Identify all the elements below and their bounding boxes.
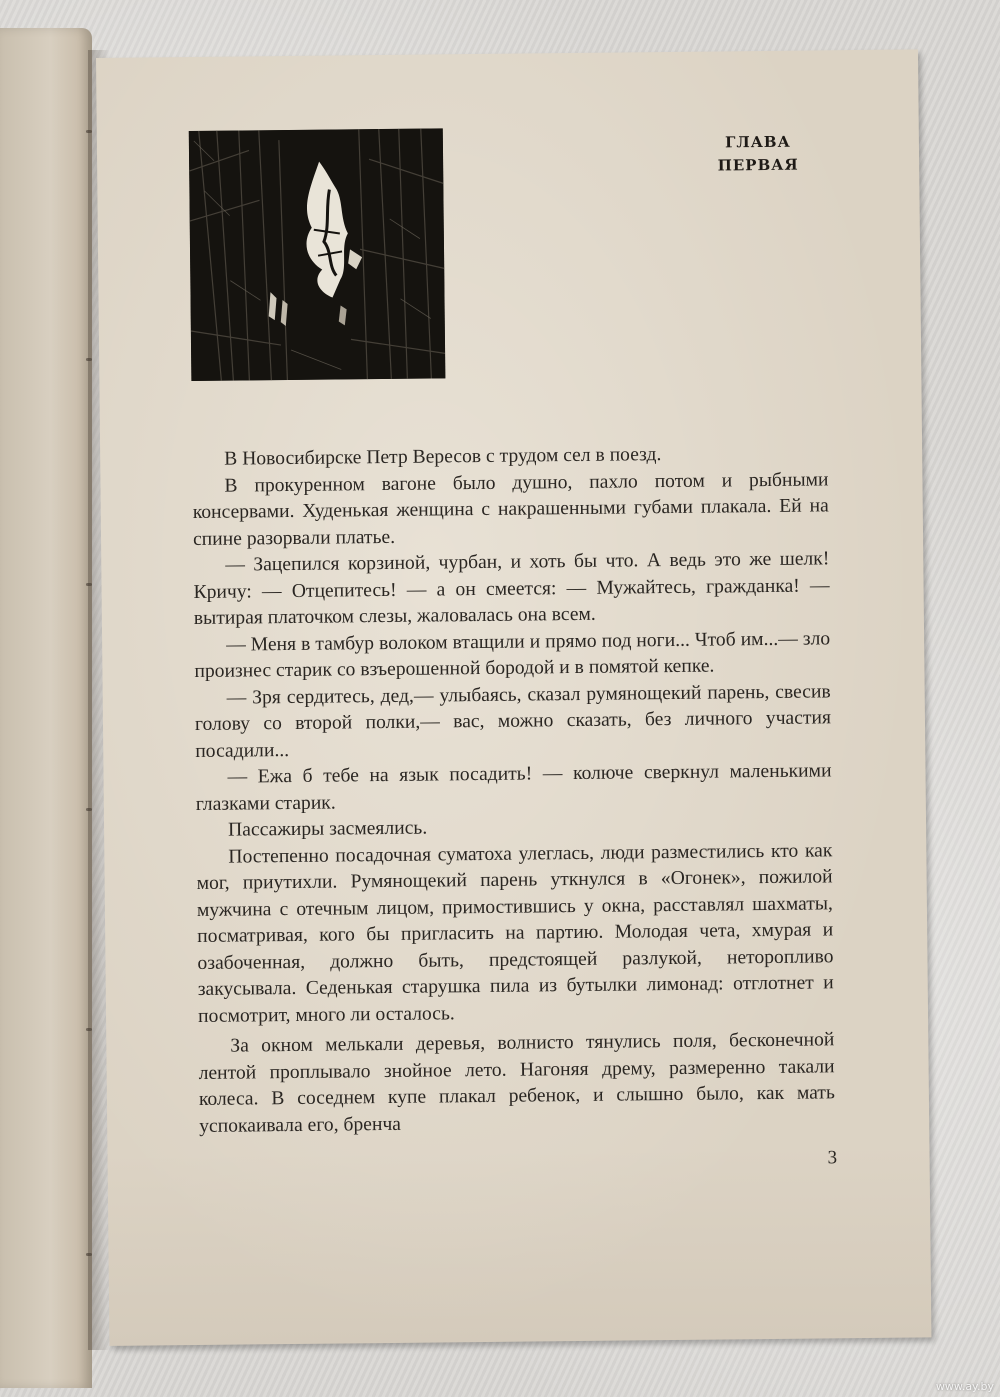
paragraph: — Зацепился корзиной, чурбан, и хоть бы что. А ведь это же шелк! Кричу: — Отцепитесь! — а он смеется: — Мужайтесь, гражданка! — вытирая платочком слезы, жаловалась она всем. <box>193 548 830 630</box>
paragraph: — Ежа б тебе на язык посадить! — колюче сверкнул маленькими глазками старик. <box>195 760 832 815</box>
chapter-heading-line2: ПЕРВАЯ <box>717 155 799 175</box>
body-text <box>192 440 835 1140</box>
paragraph: — Меня в тамбур волоком втащили и прямо под ноги... Чтоб им...— зло произнес старик со взъерошенной бородой и в помятой кепке. <box>194 627 831 683</box>
paragraph: В прокуренном вагоне было душно, пахло потом и рыбными консервами. Худенькая женщина с накрашенными губами плакала. Ей на спине разорвали платье. <box>192 468 829 550</box>
chapter-illustration <box>189 128 446 381</box>
chapter-heading <box>703 130 813 177</box>
chapter-heading-line1: ГЛАВА <box>724 132 791 152</box>
paragraph: Постепенно посадочная суматоха улеглась, люди разместились кто как мог, приутихли. Румянощекий парень уткнулся в «Огонек», пожилой мужчина с отечным лицом, примостившись у окна, расставлял шахматы, посматривая, кого бы пригласить на партию. Молодая чета, хмурая и озабоченная, должно быть, предстоящей разлукой, неторопливо закусывала. Седенькая старушка пила из бутылки лимонад: отглотнет и посмотрит, много ли осталось. <box>196 839 834 1027</box>
page-number: 3 <box>827 1147 838 1169</box>
book-page <box>96 49 931 1346</box>
watermark: www.ay.by <box>935 1380 994 1393</box>
paragraph: За окном мелькали деревья, волнисто тянулись поля, бесконечной лентой проплывало знойное лето. Нагоняя дрему, размеренно такали колеса. В соседнем купе плакал ребенок, и слышно было, как мать успокаивала его, бренча <box>198 1029 835 1137</box>
previous-page-edge <box>0 28 92 1388</box>
paragraph: Пассажиры засмеялись. <box>227 817 428 841</box>
paragraph: — Зря сердитесь, дед,— улыбаясь, сказал румянощекий парень, свесив голову со второй полки,— вас, можно сказать, без личного участия посадили... <box>194 680 832 762</box>
paragraph: В Новосибирске Петр Вересов с трудом сел в поезд. <box>224 444 662 470</box>
